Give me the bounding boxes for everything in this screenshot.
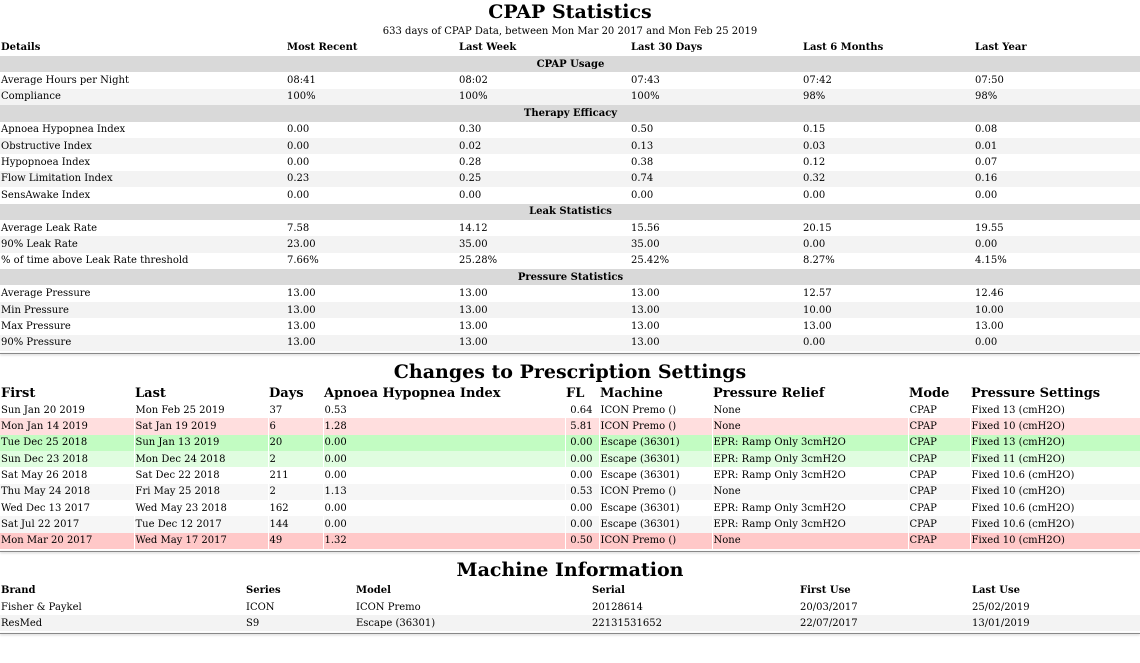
table-cell: ICON Premo <box>356 601 421 613</box>
metric-value: 0.16 <box>974 171 1140 187</box>
table-row <box>0 187 1140 203</box>
table-row <box>0 484 1140 500</box>
metric-value: 0.74 <box>630 171 802 187</box>
metric-value: 0.00 <box>803 189 826 201</box>
metric-value: 07:43 <box>631 75 660 87</box>
column-header: Mode <box>909 385 950 401</box>
metric-value: 7.66% <box>287 255 319 267</box>
prescription-title: Changes to Prescription Settings <box>393 361 747 384</box>
table-cell: Fisher & Paykel <box>1 601 82 613</box>
table-cell: 1.32 <box>323 533 565 549</box>
table-cell: Escape (36301) <box>355 615 591 631</box>
column-header: Pressure Settings <box>971 385 1101 401</box>
page-title: CPAP Statistics <box>488 1 652 23</box>
table-cell: 0.53 <box>323 402 565 418</box>
table-cell: Fixed 11 (cmH2O) <box>970 451 1140 467</box>
metric-value: 0.00 <box>974 335 1140 351</box>
column-header: Last <box>135 385 166 401</box>
table-cell: 0.00 <box>323 451 565 467</box>
prescription-table <box>0 384 1140 549</box>
metric-value: 25.28% <box>459 255 498 267</box>
metric-value: 0.25 <box>458 171 630 187</box>
machine-info-section <box>0 558 1140 634</box>
metric-value: 0.07 <box>975 157 998 169</box>
metric-value: 13.00 <box>459 288 488 300</box>
metric-value: 0.12 <box>803 157 826 169</box>
column-header: Days <box>269 385 304 401</box>
metric-value: 0.03 <box>802 138 974 154</box>
metric-value: 7.58 <box>287 222 310 234</box>
column-header: Serial <box>592 585 625 597</box>
table-cell: 49 <box>268 533 323 549</box>
metric-label: Min Pressure <box>0 302 286 318</box>
metric-value: 13.00 <box>458 302 630 318</box>
table-cell: EPR: Ramp Only 3cmH2O <box>712 467 908 483</box>
section-heading: CPAP Usage <box>0 56 1140 72</box>
metric-label: SensAwake Index <box>1 189 91 201</box>
table-cell: Fixed 10 (cmH2O) <box>970 484 1140 500</box>
statistics-table <box>0 39 1140 351</box>
metric-value: 13.00 <box>630 335 802 351</box>
metric-value: 0.30 <box>459 124 482 136</box>
table-cell: 1.28 <box>323 418 565 434</box>
table-cell: Escape (36301) <box>599 500 712 516</box>
metric-value: 8.27% <box>803 255 835 267</box>
metric-label: Obstructive Index <box>0 138 286 154</box>
column-header: Series <box>246 585 281 597</box>
table-cell: 1.13 <box>323 484 565 500</box>
table-cell: CPAP <box>908 418 970 434</box>
metric-value: 13.00 <box>458 335 630 351</box>
metric-label: % of time above Leak Rate threshold <box>1 255 189 267</box>
metric-value: 0.50 <box>631 124 654 136</box>
metric-label: Max Pressure <box>1 320 71 332</box>
metric-value: 08:02 <box>459 75 488 87</box>
table-cell: Fixed 13 (cmH2O) <box>970 435 1140 451</box>
table-cell: Fixed 10 (cmH2O) <box>970 533 1140 549</box>
metric-value: 0.28 <box>459 157 482 169</box>
metric-value: 20.15 <box>803 222 832 234</box>
metric-label: Average Pressure <box>1 288 91 300</box>
metric-value: 4.15% <box>975 255 1007 267</box>
section-divider <box>0 551 1140 552</box>
table-row <box>0 302 1140 318</box>
table-cell: 162 <box>268 500 323 516</box>
metric-label: 90% Leak Rate <box>0 236 286 252</box>
metric-value: 19.55 <box>975 222 1004 234</box>
table-cell: Wed May 17 2017 <box>134 533 268 549</box>
column-header: Last Year <box>975 42 1027 53</box>
metric-value: 0.00 <box>974 236 1140 252</box>
column-header: Model <box>356 585 391 597</box>
table-row <box>0 220 1140 236</box>
metric-value: 08:41 <box>287 75 316 87</box>
table-cell: ICON Premo () <box>599 418 712 434</box>
table-cell: Fixed 10.6 (cmH2O) <box>970 500 1140 516</box>
table-cell: Tue Dec 25 2018 <box>0 435 134 451</box>
table-cell: Mon Jan 14 2019 <box>0 418 134 434</box>
metric-value: 0.00 <box>287 124 310 136</box>
table-cell: CPAP <box>908 402 970 418</box>
prescription-section <box>0 360 1140 552</box>
machine-info-table <box>0 582 1140 631</box>
table-cell: S9 <box>245 615 355 631</box>
table-cell: 37 <box>268 402 323 418</box>
metric-label: Hypopnoea Index <box>1 157 91 169</box>
section-heading: Pressure Statistics <box>0 269 1140 285</box>
metric-value: 12.46 <box>975 288 1004 300</box>
metric-value: 98% <box>802 89 974 105</box>
table-cell: 0.00 <box>323 467 565 483</box>
section-header-row <box>0 204 1140 220</box>
table-cell: Fixed 10.6 (cmH2O) <box>970 516 1140 532</box>
table-cell: Fixed 13 (cmH2O) <box>970 402 1140 418</box>
table-row <box>0 599 1140 615</box>
table-cell: Sat May 26 2018 <box>0 467 134 483</box>
metric-value: 10.00 <box>974 302 1140 318</box>
data-range-subtitle: 633 days of CPAP Data, between Mon Mar 20 2017 and Mon Feb 25 2019 <box>382 26 758 37</box>
metric-value: 13.00 <box>459 320 488 332</box>
metric-value: 0.00 <box>631 189 654 201</box>
table-row <box>0 533 1140 549</box>
table-cell: Fixed 10 (cmH2O) <box>970 418 1140 434</box>
section-heading: Therapy Efficacy <box>0 105 1140 121</box>
table-row <box>0 500 1140 516</box>
table-cell: Fixed 10.6 (cmH2O) <box>970 467 1140 483</box>
table-cell: Escape (36301) <box>599 451 712 467</box>
table-cell: 0.00 <box>565 500 599 516</box>
column-header: Pressure Relief <box>713 385 825 401</box>
metric-value: 0.00 <box>287 157 310 169</box>
table-cell: Wed May 23 2018 <box>134 500 268 516</box>
table-row <box>0 138 1140 154</box>
table-cell: ICON Premo () <box>599 533 712 549</box>
metric-value: 0.38 <box>631 157 654 169</box>
table-cell: ResMed <box>0 615 245 631</box>
table-row <box>0 418 1140 434</box>
table-cell: 20 <box>268 435 323 451</box>
metric-value: 0.00 <box>286 138 458 154</box>
table-row <box>0 516 1140 532</box>
table-cell: CPAP <box>908 435 970 451</box>
table-cell: 0.00 <box>565 435 599 451</box>
table-cell: 13/01/2019 <box>971 615 1140 631</box>
table-cell: 2 <box>268 484 323 500</box>
table-cell: EPR: Ramp Only 3cmH2O <box>712 451 908 467</box>
metric-value: 07:42 <box>803 75 832 87</box>
column-header: Machine <box>600 385 663 401</box>
metric-value: 13.00 <box>630 302 802 318</box>
column-header: Apnoea Hypopnea Index <box>324 385 501 401</box>
table-cell: CPAP <box>908 533 970 549</box>
metric-value: 23.00 <box>286 236 458 252</box>
metric-value: 13.00 <box>286 302 458 318</box>
table-cell: 20128614 <box>592 601 643 613</box>
metric-value: 0.32 <box>802 171 974 187</box>
table-cell: ICON Premo () <box>599 402 712 418</box>
metric-value: 0.23 <box>286 171 458 187</box>
metric-value: 0.00 <box>975 189 998 201</box>
statistics-header-row <box>0 39 1140 56</box>
table-cell: 0.53 <box>565 484 599 500</box>
table-cell: CPAP <box>908 500 970 516</box>
table-cell: 0.00 <box>323 435 565 451</box>
table-cell: CPAP <box>908 467 970 483</box>
table-row <box>0 467 1140 483</box>
table-cell: Escape (36301) <box>599 516 712 532</box>
table-cell: Mon Dec 24 2018 <box>134 451 268 467</box>
table-cell: Mon Feb 25 2019 <box>134 402 268 418</box>
table-row <box>0 253 1140 269</box>
table-cell: Sun Jan 13 2019 <box>134 435 268 451</box>
section-divider <box>0 633 1140 634</box>
table-cell: Thu May 24 2018 <box>0 484 134 500</box>
metric-value: 0.08 <box>975 124 998 136</box>
metric-value: 0.13 <box>630 138 802 154</box>
metric-value: 13.00 <box>287 320 316 332</box>
metric-label: Apnoea Hypopnea Index <box>1 124 126 136</box>
section-header-row <box>0 269 1140 285</box>
table-cell: 211 <box>268 467 323 483</box>
column-header: Brand <box>1 585 36 597</box>
table-cell: Sat Jan 19 2019 <box>134 418 268 434</box>
column-header: Last 30 Days <box>631 42 703 53</box>
table-cell: CPAP <box>908 516 970 532</box>
table-row <box>0 402 1140 418</box>
table-cell: Sat Dec 22 2018 <box>134 467 268 483</box>
table-cell: Escape (36301) <box>599 467 712 483</box>
metric-label: Flow Limitation Index <box>0 171 286 187</box>
metric-value: 10.00 <box>802 302 974 318</box>
metric-value: 0.02 <box>458 138 630 154</box>
table-cell: 144 <box>268 516 323 532</box>
table-cell: Sat Jul 22 2017 <box>0 516 134 532</box>
metric-label: 90% Pressure <box>0 335 286 351</box>
table-cell: Fri May 25 2018 <box>134 484 268 500</box>
table-cell: EPR: Ramp Only 3cmH2O <box>712 435 908 451</box>
column-header: First Use <box>800 585 851 597</box>
table-cell: 0.00 <box>565 516 599 532</box>
metric-value: 0.15 <box>803 124 826 136</box>
table-cell: 5.81 <box>565 418 599 434</box>
table-cell: None <box>712 418 908 434</box>
column-header: Last Use <box>972 585 1020 597</box>
table-cell: None <box>712 533 908 549</box>
table-row <box>0 435 1140 451</box>
metric-label: Average Leak Rate <box>1 222 98 234</box>
table-cell: Sun Jan 20 2019 <box>0 402 134 418</box>
table-cell: ICON Premo () <box>599 484 712 500</box>
metric-value: 35.00 <box>458 236 630 252</box>
table-cell: None <box>712 402 908 418</box>
column-header: Details <box>1 42 41 53</box>
table-cell: Sun Dec 23 2018 <box>0 451 134 467</box>
metric-value: 13.00 <box>631 320 660 332</box>
section-heading: Leak Statistics <box>0 204 1140 220</box>
prescription-header-row <box>0 384 1140 402</box>
metric-value: 100% <box>458 89 630 105</box>
table-row <box>0 72 1140 88</box>
metric-value: 13.00 <box>803 320 832 332</box>
table-cell: Tue Dec 12 2017 <box>134 516 268 532</box>
metric-value: 0.00 <box>459 189 482 201</box>
machine-info-title: Machine Information <box>456 559 684 582</box>
table-cell: 0.64 <box>565 402 599 418</box>
metric-label: Average Hours per Night <box>1 75 129 87</box>
table-row <box>0 615 1140 631</box>
table-cell: 0.00 <box>565 451 599 467</box>
section-header-row <box>0 105 1140 121</box>
table-cell: Escape (36301) <box>599 435 712 451</box>
table-cell: ICON <box>246 601 275 613</box>
metric-value: 13.00 <box>286 335 458 351</box>
metric-value: 35.00 <box>630 236 802 252</box>
metric-value: 25.42% <box>631 255 670 267</box>
column-header: Last Week <box>459 42 517 53</box>
table-row <box>0 171 1140 187</box>
table-row <box>0 285 1140 301</box>
table-row <box>0 236 1140 252</box>
metric-value: 0.00 <box>802 335 974 351</box>
table-cell: 2 <box>268 451 323 467</box>
column-header: FL <box>566 385 585 401</box>
metric-value: 13.00 <box>631 288 660 300</box>
section-header-row <box>0 56 1140 72</box>
table-cell: 22131531652 <box>591 615 799 631</box>
table-cell: None <box>712 484 908 500</box>
metric-value: 07:50 <box>975 75 1004 87</box>
table-cell: Mon Mar 20 2017 <box>0 533 134 549</box>
metric-value: 15.56 <box>631 222 660 234</box>
table-cell: 22/07/2017 <box>799 615 971 631</box>
metric-value: 13.00 <box>975 320 1004 332</box>
machine-header-row <box>0 582 1140 599</box>
table-row <box>0 451 1140 467</box>
metric-value: 100% <box>286 89 458 105</box>
table-cell: Wed Dec 13 2017 <box>0 500 134 516</box>
table-cell: 0.00 <box>565 467 599 483</box>
table-cell: 6 <box>268 418 323 434</box>
table-cell: 0.50 <box>565 533 599 549</box>
column-header: Last 6 Months <box>803 42 884 53</box>
table-cell: EPR: Ramp Only 3cmH2O <box>712 516 908 532</box>
metric-value: 0.00 <box>287 189 310 201</box>
table-row <box>0 89 1140 105</box>
table-cell: 25/02/2019 <box>972 601 1030 613</box>
metric-label: Compliance <box>0 89 286 105</box>
metric-value: 0.00 <box>802 236 974 252</box>
column-header: First <box>1 385 36 401</box>
metric-value: 98% <box>974 89 1140 105</box>
table-row <box>0 122 1140 138</box>
table-cell: CPAP <box>908 451 970 467</box>
table-cell: 20/03/2017 <box>800 601 858 613</box>
section-divider <box>0 353 1140 354</box>
metric-value: 100% <box>630 89 802 105</box>
metric-value: 13.00 <box>287 288 316 300</box>
metric-value: 0.01 <box>974 138 1140 154</box>
table-cell: 0.00 <box>323 500 565 516</box>
metric-value: 14.12 <box>459 222 488 234</box>
table-cell: EPR: Ramp Only 3cmH2O <box>712 500 908 516</box>
table-cell: CPAP <box>908 484 970 500</box>
metric-value: 12.57 <box>803 288 832 300</box>
table-row <box>0 318 1140 334</box>
table-row <box>0 154 1140 170</box>
table-row <box>0 335 1140 351</box>
table-cell: 0.00 <box>323 516 565 532</box>
column-header: Most Recent <box>287 42 358 53</box>
